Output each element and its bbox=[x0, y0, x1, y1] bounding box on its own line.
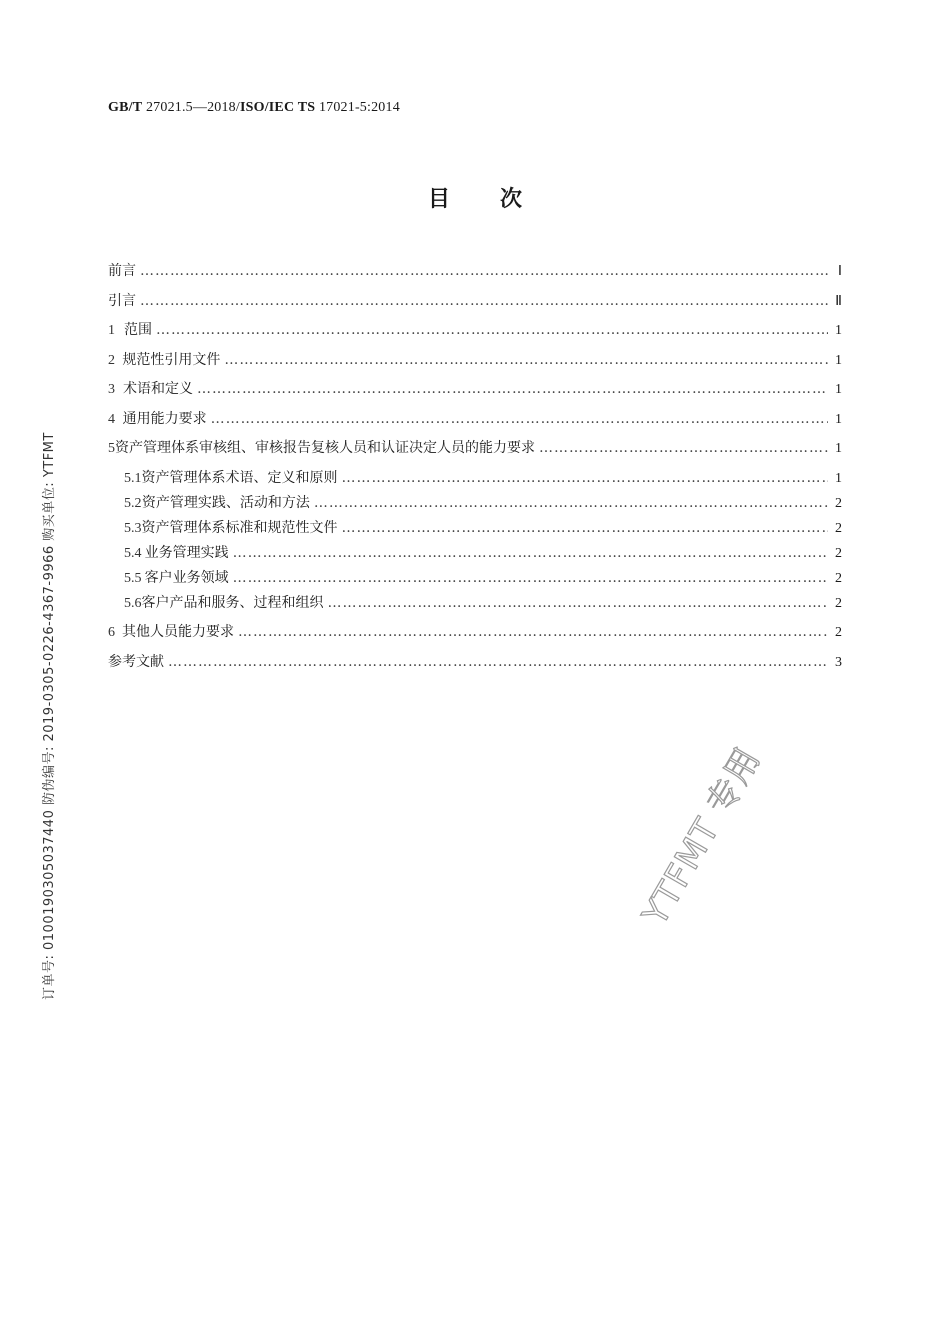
toc-entry-5-6[interactable] bbox=[124, 592, 842, 612]
toc-entry-page: Ⅰ bbox=[837, 264, 842, 279]
toc-entry-number: 2 bbox=[108, 353, 115, 368]
toc-leader-dots bbox=[140, 293, 828, 309]
watermark-stamp: YTFMT 专用 bbox=[635, 740, 769, 932]
toc-entry-number: 5.3 bbox=[124, 521, 142, 536]
toc-entry-number: 4 bbox=[108, 412, 115, 427]
toc-entry-1[interactable] bbox=[108, 319, 842, 339]
toc-leader-dots bbox=[233, 545, 828, 561]
toc-entry-label: 资产管理实践、活动和方法 bbox=[141, 495, 310, 511]
toc-entry-page: 1 bbox=[835, 382, 842, 397]
toc-entry-label: 规范性引用文件 bbox=[122, 352, 221, 368]
toc-entry-label: 范围 bbox=[123, 322, 152, 338]
toc-entry-introduction[interactable] bbox=[108, 290, 842, 310]
toc-entry-page: 1 bbox=[835, 471, 842, 486]
toc-leader-dots bbox=[342, 520, 829, 536]
toc-entry-5-5[interactable] bbox=[124, 567, 842, 587]
toc-entry-label: 通用能力要求 bbox=[122, 411, 207, 427]
toc-entry-3[interactable] bbox=[108, 378, 842, 398]
standard-prefix: GB/T bbox=[108, 100, 143, 115]
toc-entry-5-3[interactable] bbox=[124, 517, 842, 537]
toc-leader-dots bbox=[224, 352, 828, 368]
toc-entry-5-2[interactable] bbox=[124, 492, 842, 512]
toc-entry-label: 引言 bbox=[108, 293, 136, 309]
toc-entry-label: 其他人员能力要求 bbox=[122, 624, 235, 640]
standard-number bbox=[108, 100, 400, 116]
toc-leader-dots bbox=[539, 440, 828, 456]
toc-entry-5-1[interactable] bbox=[124, 467, 842, 487]
toc-entry-5-4[interactable] bbox=[124, 542, 842, 562]
toc-entry-page: 2 bbox=[835, 596, 842, 611]
toc-leader-dots bbox=[211, 411, 828, 427]
toc-entry-label: 资产管理体系审核组、审核报告复核人员和认证决定人员的能力要求 bbox=[115, 440, 535, 456]
toc-entry-number: 5.6 bbox=[124, 596, 142, 611]
toc-leader-dots bbox=[342, 470, 829, 486]
toc-entry-number: 5.1 bbox=[124, 471, 142, 486]
toc-entry-label: 术语和定义 bbox=[122, 381, 193, 397]
toc-entry-page: 2 bbox=[835, 546, 842, 561]
toc-entry-number: 5 bbox=[108, 441, 115, 456]
toc-leader-dots bbox=[168, 654, 828, 670]
toc-entry-page: 2 bbox=[835, 496, 842, 511]
standard-iso: ISO/IEC TS bbox=[239, 100, 316, 115]
toc-entry-page: Ⅱ bbox=[835, 294, 842, 309]
toc-leader-dots bbox=[156, 322, 828, 338]
toc-entry-label: 前言 bbox=[108, 263, 136, 279]
toc-entry-number: 5.5 bbox=[124, 571, 142, 586]
toc-entry-6[interactable] bbox=[108, 621, 842, 641]
toc-entry-page: 1 bbox=[835, 353, 842, 368]
toc-entry-foreword[interactable] bbox=[108, 260, 842, 280]
toc-entry-number: 6 bbox=[108, 625, 115, 640]
toc-entry-2[interactable] bbox=[108, 349, 842, 369]
toc-entry-label: 客户业务领域 bbox=[144, 570, 229, 586]
toc-entry-5[interactable] bbox=[108, 437, 842, 457]
toc-entry-number: 5.2 bbox=[124, 496, 142, 511]
toc-entry-number: 1 bbox=[108, 323, 115, 338]
toc-entry-page: 2 bbox=[835, 625, 842, 640]
toc-entry-4[interactable] bbox=[108, 408, 842, 428]
toc-entry-label: 参考文献 bbox=[108, 654, 164, 670]
toc-leader-dots bbox=[140, 263, 828, 279]
toc-entry-label: 资产管理体系术语、定义和原则 bbox=[141, 470, 338, 486]
toc-entry-bibliography[interactable] bbox=[108, 651, 842, 671]
toc-leader-dots bbox=[238, 624, 828, 640]
toc-entry-page: 1 bbox=[835, 441, 842, 456]
toc-entry-page: 3 bbox=[835, 655, 842, 670]
page-title: 目次 bbox=[427, 187, 572, 212]
toc-entry-page: 2 bbox=[835, 521, 842, 536]
toc-entry-number: 5.4 bbox=[124, 546, 142, 561]
toc-leader-dots bbox=[233, 570, 828, 586]
standard-mid: 27021.5—2018/ bbox=[142, 100, 240, 115]
toc-entry-page: 2 bbox=[835, 571, 842, 586]
toc-leader-dots bbox=[314, 495, 828, 511]
toc-leader-dots bbox=[197, 381, 828, 397]
standard-tail: 17021-5:2014 bbox=[315, 100, 400, 115]
toc-entry-label: 客户产品和服务、过程和组织 bbox=[141, 595, 324, 611]
toc-entry-page: 1 bbox=[835, 323, 842, 338]
toc-entry-label: 资产管理体系标准和规范性文件 bbox=[141, 520, 338, 536]
toc-leader-dots bbox=[328, 595, 829, 611]
toc-entry-page: 1 bbox=[835, 412, 842, 427]
toc-entry-number: 3 bbox=[108, 382, 115, 397]
order-info-vertical: 订单号: 0100190305037440 防伪编号: 2019-0305-0226-4367-9966 购买单位: YTFMT bbox=[42, 432, 57, 1000]
toc-entry-label: 业务管理实践 bbox=[144, 545, 229, 561]
